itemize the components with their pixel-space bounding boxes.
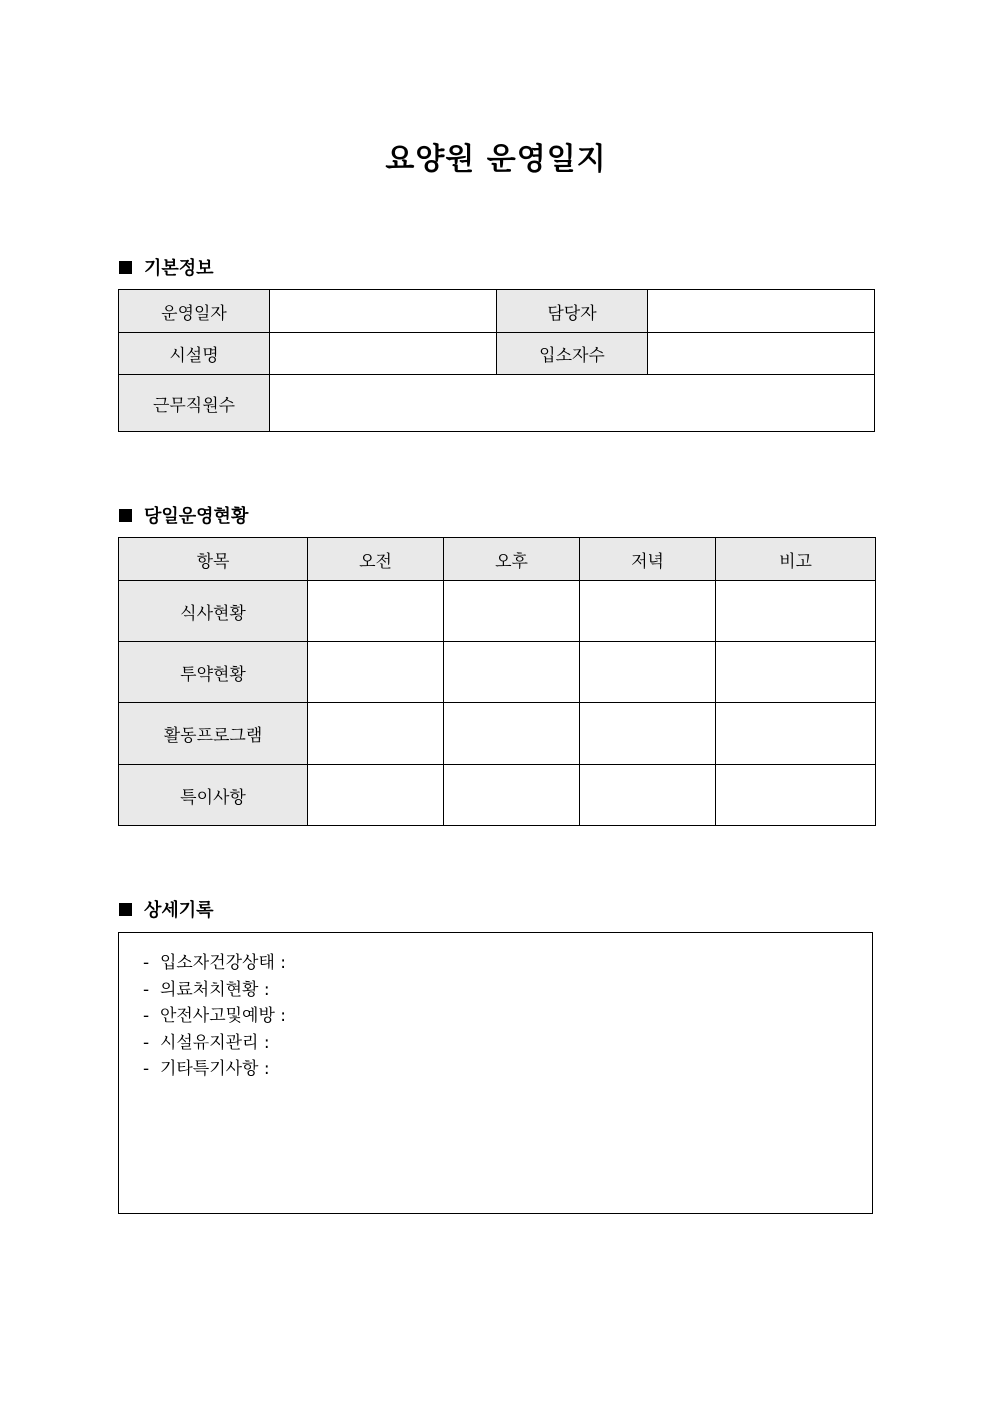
field-resident-count[interactable] bbox=[648, 333, 875, 375]
table-row bbox=[119, 581, 876, 642]
daily-status-table bbox=[118, 537, 876, 826]
square-bullet-icon bbox=[119, 903, 132, 916]
table-row bbox=[119, 765, 876, 826]
column-header-item: 항목 bbox=[119, 538, 308, 581]
cell-meals-remarks[interactable] bbox=[716, 581, 876, 642]
cell-notes-remarks[interactable] bbox=[716, 765, 876, 826]
cell-medication-afternoon[interactable] bbox=[444, 642, 580, 703]
square-bullet-icon bbox=[119, 261, 132, 274]
cell-activity-afternoon[interactable] bbox=[444, 703, 580, 765]
detail-item-other-notes: - 기타특기사항 : bbox=[143, 1059, 270, 1079]
label-resident-count: 입소자수 bbox=[497, 333, 648, 375]
cell-meals-afternoon[interactable] bbox=[444, 581, 580, 642]
row-label-meals: 식사현황 bbox=[119, 581, 308, 642]
cell-meals-morning[interactable] bbox=[308, 581, 444, 642]
detail-item-resident-health: - 입소자건강상태 : bbox=[143, 953, 287, 973]
field-facility-name[interactable] bbox=[270, 333, 497, 375]
label-facility-name: 시설명 bbox=[119, 333, 270, 375]
label-person-in-charge: 담당자 bbox=[497, 290, 648, 333]
column-header-remarks: 비고 bbox=[716, 538, 876, 581]
cell-activity-evening[interactable] bbox=[580, 703, 716, 765]
field-staff-count[interactable] bbox=[270, 375, 875, 432]
cell-notes-afternoon[interactable] bbox=[444, 765, 580, 826]
cell-notes-morning[interactable] bbox=[308, 765, 444, 826]
section-heading-daily-status bbox=[119, 502, 248, 528]
row-label-activity-program: 활동프로그램 bbox=[119, 703, 308, 765]
field-operation-date[interactable] bbox=[270, 290, 497, 333]
row-label-special-notes: 특이사항 bbox=[119, 765, 308, 826]
table-row bbox=[119, 703, 876, 765]
section-heading-label: 상세기록 bbox=[144, 900, 214, 921]
column-header-morning: 오전 bbox=[308, 538, 444, 581]
section-heading-details bbox=[119, 896, 214, 922]
cell-medication-evening[interactable] bbox=[580, 642, 716, 703]
column-header-evening: 저녁 bbox=[580, 538, 716, 581]
detail-list bbox=[143, 950, 286, 1083]
cell-notes-evening[interactable] bbox=[580, 765, 716, 826]
section-heading-label: 기본정보 bbox=[144, 258, 214, 279]
detail-item-facility-maintenance: - 시설유지관리 : bbox=[143, 1032, 270, 1053]
section-heading-basic-info bbox=[119, 254, 214, 280]
table-row bbox=[119, 333, 875, 375]
detail-record-box[interactable] bbox=[118, 932, 873, 1214]
cell-meals-evening[interactable] bbox=[580, 581, 716, 642]
label-operation-date: 운영일자 bbox=[119, 290, 270, 333]
cell-activity-morning[interactable] bbox=[308, 703, 444, 765]
basic-info-table bbox=[118, 289, 875, 432]
table-row bbox=[119, 290, 875, 333]
cell-medication-morning[interactable] bbox=[308, 642, 444, 703]
page-title: 요양원 운영일지 bbox=[385, 142, 607, 177]
cell-medication-remarks[interactable] bbox=[716, 642, 876, 703]
detail-item-safety-accident: - 안전사고및예방 : bbox=[143, 1006, 287, 1026]
label-staff-count: 근무직원수 bbox=[119, 375, 270, 432]
cell-activity-remarks[interactable] bbox=[716, 703, 876, 765]
detail-item-medical-treatment: - 의료처치현황 : bbox=[143, 979, 270, 1000]
square-bullet-icon bbox=[119, 509, 132, 522]
table-header-row bbox=[119, 538, 876, 581]
table-row bbox=[119, 642, 876, 703]
field-person-in-charge[interactable] bbox=[648, 290, 875, 333]
row-label-medication: 투약현황 bbox=[119, 642, 308, 703]
table-row bbox=[119, 375, 875, 432]
column-header-afternoon: 오후 bbox=[444, 538, 580, 581]
section-heading-label: 당일운영현황 bbox=[144, 506, 249, 527]
